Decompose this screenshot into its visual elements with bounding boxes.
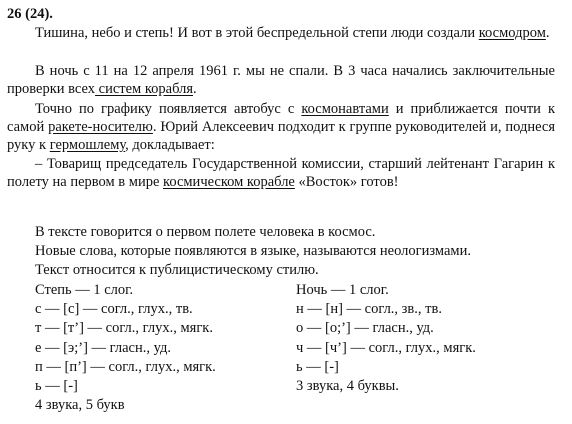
text: . — [193, 81, 197, 97]
text: . Юрий Алексеевич подходит к группе руководителей и, поднеся руку к — [7, 119, 556, 153]
text: Точно по графику появляется автобус с — [35, 101, 302, 117]
phonetic-analysis-left — [35, 281, 216, 415]
analysis-title: Ночь — 1 слог. — [296, 282, 389, 298]
analysis-row: с — [с] — согл., глух., тв. — [35, 301, 193, 318]
analysis-row: н — [н] — согл., зв., тв. — [296, 301, 442, 318]
underlined-word: систем корабля — [95, 81, 194, 97]
text: «Восток» готов! — [294, 174, 399, 190]
analysis-row: т — [т’] — согл., глух., мягк. — [35, 320, 213, 337]
text: и приближается почти к самой — [7, 101, 555, 135]
underlined-word: космическом корабле — [163, 174, 295, 190]
paragraph-3 — [7, 100, 555, 154]
exercise-number: 26 (24). — [7, 6, 53, 22]
phonetic-analysis-right — [296, 281, 476, 396]
answer-line-1: В тексте говорится о первом полете человека в космос. — [35, 224, 376, 240]
paragraph-4 — [7, 155, 555, 191]
analysis-total: 3 звука, 4 буквы. — [296, 377, 399, 394]
text: – Товарищ председатель Государственной комиссии, старший лейтенант Гагарин к полету на первом в мире — [7, 156, 555, 190]
analysis-row: ь — [-] — [296, 358, 339, 375]
text: В ночь с 11 на 12 апреля 1961 г. мы не спали. В 3 часа начались заключительные проверки всех — [7, 63, 555, 97]
text: . — [545, 25, 550, 41]
analysis-row: ч — [ч’] — согл., глух., мягк. — [296, 339, 476, 356]
analysis-row: п — [п’] — согл., глух., мягк. — [35, 358, 216, 375]
analysis-row: ь — [-] — [35, 377, 78, 394]
analysis-row: е — [э;’] — гласн., уд. — [35, 339, 171, 356]
analysis-total: 4 звука, 5 букв — [35, 397, 125, 414]
underlined-word: космодром — [478, 25, 546, 41]
analysis-title: Степь — 1 слог. — [35, 282, 134, 298]
text: Тишина, небо и степь! И вот в этой беспредельной степи люди создали — [35, 25, 479, 41]
answer-line-2: Новые слова, которые появляются в языке, называются неологизмами. — [35, 243, 471, 259]
underlined-word: ракете-носителю — [48, 119, 153, 135]
analysis-row: о — [о;’] — гласн., уд. — [296, 320, 434, 337]
text: , докладывает: — [125, 137, 215, 153]
paragraph-1 — [7, 24, 555, 42]
paragraph-2 — [7, 62, 555, 98]
underlined-word: гермошлему — [49, 137, 126, 153]
underlined-word: космонавтами — [301, 101, 389, 117]
answer-line-3: Текст относится к публицистическому стилю. — [35, 262, 319, 278]
